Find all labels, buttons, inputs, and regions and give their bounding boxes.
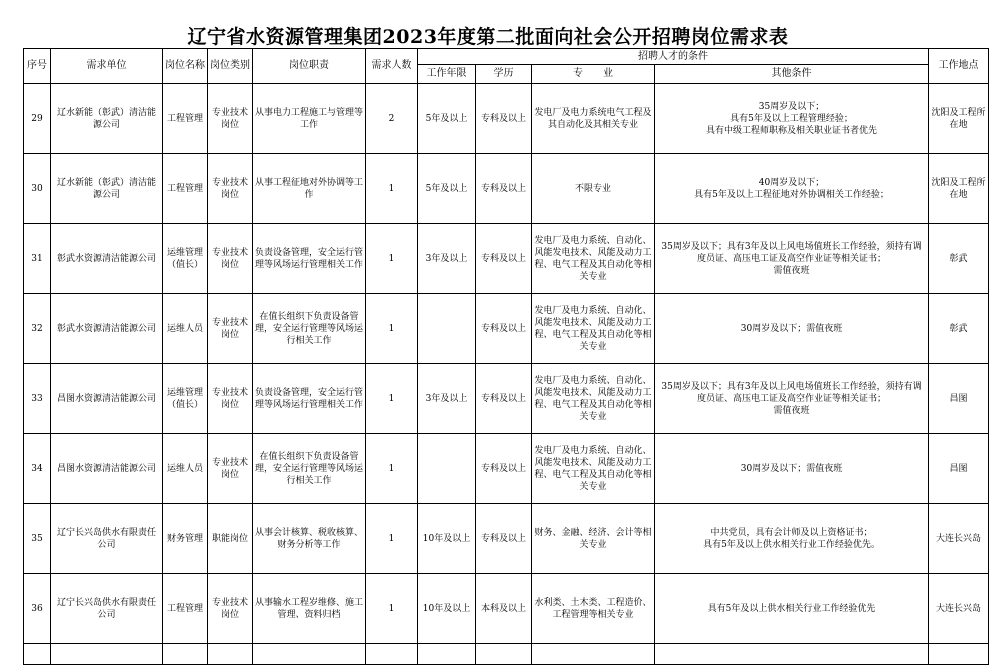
cell-unit: 辽宁长兴岛供水有限责任公司 (51, 504, 163, 574)
cell-edu: 专科及以上 (476, 294, 532, 364)
cell-post-type: 专业技术岗位 (208, 364, 253, 434)
cell-post-type: 专业技术岗位 (208, 84, 253, 154)
cell-years: 5年及以上 (418, 154, 476, 224)
cell-count: 1 (366, 434, 418, 504)
cell-other: 30周岁及以下；需值夜班 (655, 294, 929, 364)
header-post-type: 岗位类别 (208, 49, 253, 84)
cell-seq: 32 (24, 294, 51, 364)
cell-post-name: 工程管理 (163, 154, 208, 224)
cell-other: 具有5年及以上供水相关行业工作经验优先 (655, 574, 929, 644)
cell-edu: 专科及以上 (476, 224, 532, 294)
empty-cell (532, 644, 655, 665)
cell-unit: 辽水新能（彰武）清洁能源公司 (51, 154, 163, 224)
page-title: 辽宁省水资源管理集团2023年度第二批面向社会公开招聘岗位需求表 (187, 26, 789, 48)
cell-major: 不限专业 (532, 154, 655, 224)
header-other: 其他条件 (655, 65, 929, 84)
table-row (24, 154, 989, 224)
cell-other: 35周岁及以下； 具有5年及以上工程管理经验； 具有中级工程师职称及相关职业证书者优先 (655, 84, 929, 154)
table-row (24, 364, 989, 434)
cell-location: 沈阳及工程所在地 (929, 154, 989, 224)
cell-location: 昌图 (929, 434, 989, 504)
cell-other: 35周岁及以下；具有3年及以上风电场值班长工作经验，须持有调度员证、高压电工证及高空作业证等相关证书； 需值夜班 (655, 224, 929, 294)
cell-post-type: 专业技术岗位 (208, 434, 253, 504)
cell-duty: 在值长组织下负责设备管理，安全运行管理等风场运行相关工作 (253, 434, 366, 504)
empty-cell (208, 644, 253, 665)
empty-cell (418, 644, 476, 665)
cell-location: 大连长兴岛 (929, 574, 989, 644)
header-years: 工作年限 (418, 65, 476, 84)
cell-duty: 从事会计核算、税收核算、财务分析等工作 (253, 504, 366, 574)
cell-major: 财务、金融、经济、会计等相关专业 (532, 504, 655, 574)
cell-count: 1 (366, 574, 418, 644)
cell-duty: 负责设备管理，安全运行管理等风场运行管理相关工作 (253, 224, 366, 294)
cell-years: 10年及以上 (418, 504, 476, 574)
cell-edu: 专科及以上 (476, 434, 532, 504)
header-conditions: 招聘人才的条件 (418, 49, 929, 65)
cell-duty: 从事输水工程岁维修、施工管理、资料归档 (253, 574, 366, 644)
header-count: 需求人数 (366, 49, 418, 84)
header-edu: 学历 (476, 65, 532, 84)
cell-count: 1 (366, 154, 418, 224)
cell-major: 发电厂及电力系统、自动化、风能发电技术、风能及动力工程、电气工程及其自动化等相关专业 (532, 434, 655, 504)
cell-post-name: 运维管理（值长） (163, 224, 208, 294)
cell-duty: 在值长组织下负责设备管理，安全运行管理等风场运行相关工作 (253, 294, 366, 364)
cell-major: 发电厂及电力系统、自动化、风能发电技术、风能及动力工程、电气工程及其自动化等相关专业 (532, 224, 655, 294)
cell-unit: 辽水新能（彰武）清洁能源公司 (51, 84, 163, 154)
cell-major: 水利类、土木类、工程造价、工程管理等相关专业 (532, 574, 655, 644)
cell-seq: 30 (24, 154, 51, 224)
cell-other: 30周岁及以下；需值夜班 (655, 434, 929, 504)
cell-years: 3年及以上 (418, 224, 476, 294)
cell-seq: 35 (24, 504, 51, 574)
cell-years: 5年及以上 (418, 84, 476, 154)
cell-edu: 专科及以上 (476, 504, 532, 574)
cell-other: 40周岁及以下； 具有5年及以上工程征地对外协调相关工作经验； (655, 154, 929, 224)
cell-unit: 彰武水资源清洁能源公司 (51, 294, 163, 364)
cell-post-name: 运维人员 (163, 294, 208, 364)
table-row (24, 574, 989, 644)
header-post-name: 岗位名称 (163, 49, 208, 84)
empty-cell (253, 644, 366, 665)
cell-seq: 36 (24, 574, 51, 644)
header-duty: 岗位职责 (253, 49, 366, 84)
cell-edu: 专科及以上 (476, 84, 532, 154)
header-major: 专 业 (532, 65, 655, 84)
empty-cell (24, 644, 51, 665)
cell-post-name: 工程管理 (163, 84, 208, 154)
header-unit: 需求单位 (51, 49, 163, 84)
header-row-1 (24, 49, 989, 65)
cell-post-type: 专业技术岗位 (208, 154, 253, 224)
cell-post-name: 运维人员 (163, 434, 208, 504)
cell-count: 1 (366, 364, 418, 434)
cell-unit: 昌图水资源清洁能源公司 (51, 364, 163, 434)
table-row (24, 504, 989, 574)
cell-seq: 29 (24, 84, 51, 154)
table-row (24, 84, 989, 154)
cell-seq: 31 (24, 224, 51, 294)
cell-post-type: 专业技术岗位 (208, 224, 253, 294)
cell-duty: 从事电力工程施工与管理等工作 (253, 84, 366, 154)
cell-unit: 彰武水资源清洁能源公司 (51, 224, 163, 294)
cell-count: 1 (366, 294, 418, 364)
empty-cell (163, 644, 208, 665)
cell-location: 昌图 (929, 364, 989, 434)
empty-cell (929, 644, 989, 665)
table-body (24, 84, 989, 665)
cell-seq: 34 (24, 434, 51, 504)
cell-years (418, 294, 476, 364)
empty-cell (366, 644, 418, 665)
table-row (24, 294, 989, 364)
cell-post-name: 财务管理 (163, 504, 208, 574)
cell-post-name: 运维管理（值长） (163, 364, 208, 434)
cell-major: 发电厂及电力系统电气工程及其自动化及其相关专业 (532, 84, 655, 154)
empty-cell (476, 644, 532, 665)
cell-unit: 辽宁长兴岛供水有限责任公司 (51, 574, 163, 644)
cell-major: 发电厂及电力系统、自动化、风能发电技术、风能及动力工程、电气工程及其自动化等相关专业 (532, 364, 655, 434)
cell-location: 沈阳及工程所在地 (929, 84, 989, 154)
cell-duty: 从事工程征地对外协调等工作 (253, 154, 366, 224)
header-location: 工作地点 (929, 49, 989, 84)
recruitment-table (23, 48, 989, 665)
cell-other: 35周岁及以下；具有3年及以上风电场值班长工作经验，须持有调度员证、高压电工证及高空作业证等相关证书； 需值夜班 (655, 364, 929, 434)
cell-edu: 专科及以上 (476, 364, 532, 434)
table-row-partial (24, 644, 989, 665)
cell-location: 彰武 (929, 224, 989, 294)
header-seq: 序号 (24, 49, 51, 84)
cell-count: 1 (366, 504, 418, 574)
cell-location: 大连长兴岛 (929, 504, 989, 574)
cell-edu: 专科及以上 (476, 154, 532, 224)
cell-post-type: 专业技术岗位 (208, 574, 253, 644)
cell-post-name: 工程管理 (163, 574, 208, 644)
cell-unit: 昌图水资源清洁能源公司 (51, 434, 163, 504)
empty-cell (51, 644, 163, 665)
cell-count: 1 (366, 224, 418, 294)
cell-years: 3年及以上 (418, 364, 476, 434)
cell-duty: 负责设备管理，安全运行管理等风场运行管理相关工作 (253, 364, 366, 434)
table-row (24, 224, 989, 294)
cell-post-type: 职能岗位 (208, 504, 253, 574)
cell-post-type: 专业技术岗位 (208, 294, 253, 364)
cell-location: 彰武 (929, 294, 989, 364)
cell-years (418, 434, 476, 504)
cell-seq: 33 (24, 364, 51, 434)
cell-major: 发电厂及电力系统、自动化、风能发电技术、风能及动力工程、电气工程及其自动化等相关专业 (532, 294, 655, 364)
empty-cell (655, 644, 929, 665)
table-row (24, 434, 989, 504)
cell-years: 10年及以上 (418, 574, 476, 644)
cell-count: 2 (366, 84, 418, 154)
cell-edu: 本科及以上 (476, 574, 532, 644)
cell-other: 中共党员，具有会计师及以上资格证书； 具有5年及以上供水相关行业工作经验优先。 (655, 504, 929, 574)
